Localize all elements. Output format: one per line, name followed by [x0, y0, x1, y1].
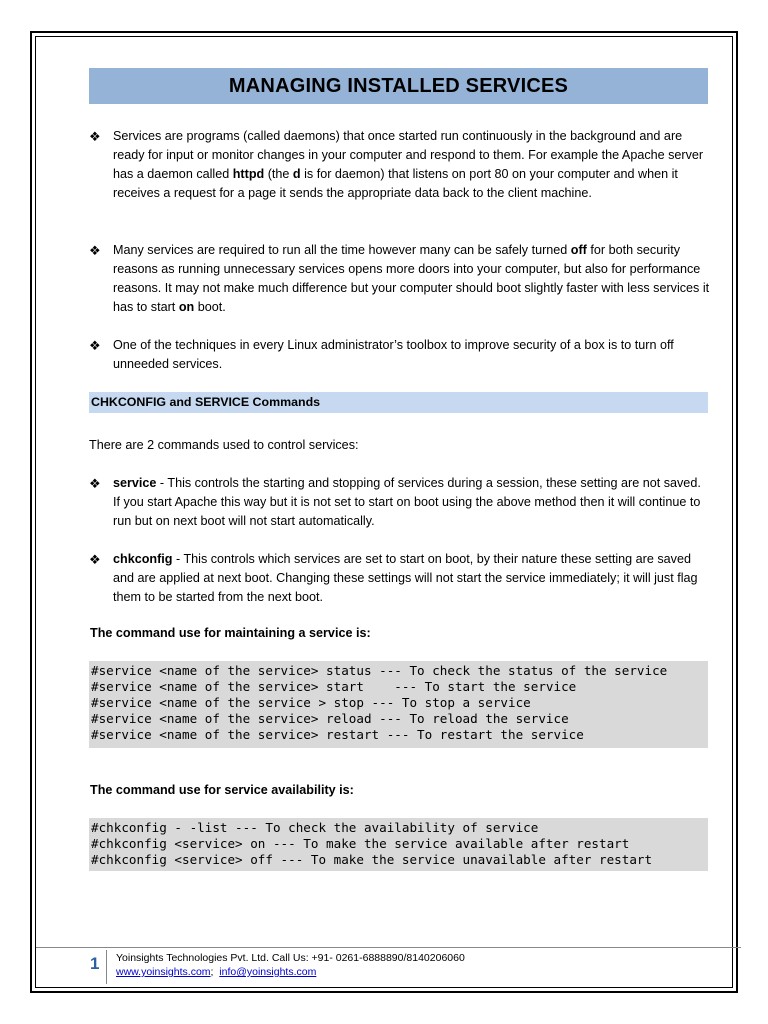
diamond-bullet-icon: ❖: [89, 338, 101, 353]
email-link[interactable]: info@yoinsights.com: [219, 966, 317, 978]
footer-contact: Yoinsights Technologies Pvt. Ltd. Call Us: +91- 0261-6888890/8140206060 www.yoinsights.com; info@yoinsights.com: [116, 952, 465, 978]
page-title-bar: [89, 68, 708, 104]
intro-bullet-3: ❖ One of the techniques in every Linux administrator’s toolbox to improve security of a box is to turn off unneeded services.: [89, 338, 674, 371]
intro-bullet-2: ❖ Many services are required to run all the time however many can be safely turned off for both security reasons as running unnecessary services opens more doors into your computer, but also for performance reasons. It may not make much difference but your computer should boot slightly faster with less services it has to start on boot.: [89, 243, 710, 314]
page-title: MANAGING INSTALLED SERVICES: [228, 74, 569, 97]
page-number: 1: [90, 954, 100, 973]
footer-divider: [36, 947, 741, 948]
command-bullet-chkconfig: ❖ chkconfig - This controls which services are set to start on boot, by their nature these setting are saved and are applied at next boot. Changing these settings will not start the service immediately; it will just flag them to be started from the next boot.: [89, 552, 698, 604]
footer-separator: [106, 950, 107, 984]
section-intro: There are 2 commands used to control services:: [89, 438, 359, 452]
website-link[interactable]: www.yoinsights.com: [116, 966, 211, 978]
diamond-bullet-icon: ❖: [89, 129, 101, 144]
service-commands-label: The command use for maintaining a service is:: [90, 626, 371, 640]
intro-bullet-1: ❖ Services are programs (called daemons) that once started run continuously in the background and are ready for input or monitor changes in your computer and respond to them. For example the Apache server has a daemon called httpd (the d is for daemon) that listens on port 80 on your computer and when it receives a request for a page it sends the appropriate data back to the client machine.: [89, 129, 704, 200]
section-heading: CHKCONFIG and SERVICE Commands: [89, 392, 708, 413]
chkconfig-commands-label: The command use for service availability is:: [90, 783, 354, 797]
diamond-bullet-icon: ❖: [89, 243, 101, 258]
diamond-bullet-icon: ❖: [89, 476, 101, 491]
service-code-block: #service <name of the service> status --- To check the status of the service #service <name of the service> start --- To start the service #service <name of the service > stop --- To stop a service #service <name of the service> reload --- To reload the service #service <name of the service> restart --- To restart the service: [89, 661, 708, 748]
command-bullet-service: ❖ service - This controls the starting and stopping of services during a session, these setting are not saved. If you start Apache this way but it is not set to start on boot using the above method then it will continue to run but on next boot will not start automatically.: [89, 476, 701, 528]
chkconfig-code-block: #chkconfig - -list --- To check the availability of service #chkconfig <service> on --- To make the service available after restart #chkconfig <service> off --- To make the service unavailable after restart: [89, 818, 708, 871]
diamond-bullet-icon: ❖: [89, 552, 101, 567]
footer-company: Yoinsights Technologies Pvt. Ltd. Call Us: +91- 0261-6888890/8140206060: [116, 952, 465, 964]
